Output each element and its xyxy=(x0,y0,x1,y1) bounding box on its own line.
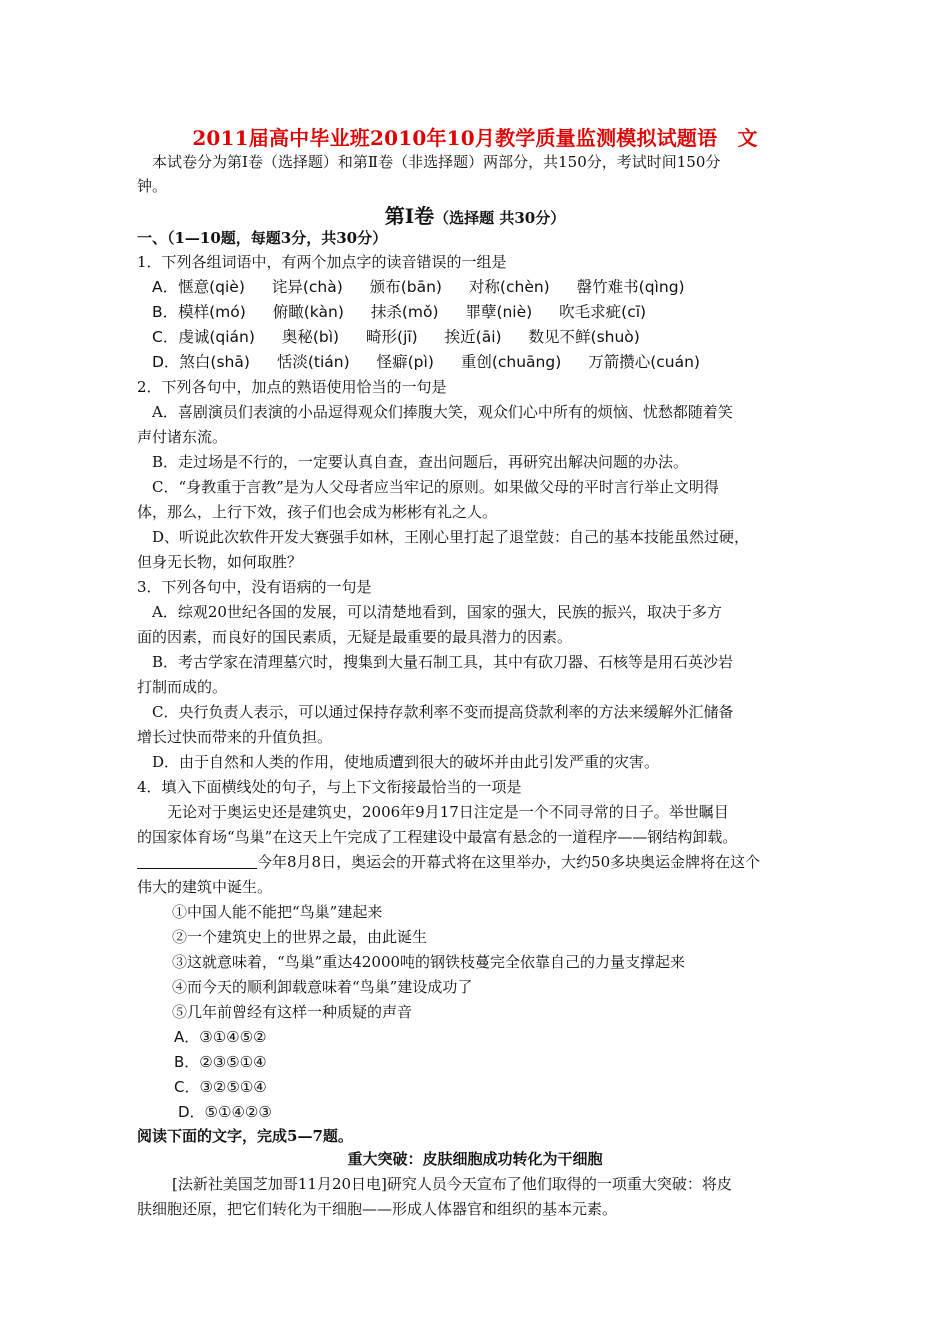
q4-sentence-3: ③这就意味着，“鸟巢”重达42000吨的钢铁枝蔓完全依靠自己的力量支撑起来 xyxy=(172,953,686,971)
intro-line-2: 钟。 xyxy=(137,177,168,195)
article-title: 重大突破：皮肤细胞成功转化为干细胞 xyxy=(347,1150,603,1168)
q3-line-1: A．综观20世纪各国的发展，可以清楚地看到，国家的强大，民族的振兴，取决于多方 xyxy=(137,603,722,621)
q1-option-c[interactable] xyxy=(152,325,662,349)
q4-passage-2: 的国家体育场“鸟巢”在这天上午完成了工程建设中最富有悬念的一道程序——钢结构卸载。 xyxy=(137,828,738,846)
intro-line-1: 本试卷分为第Ⅰ卷（选择题）和第Ⅱ卷（非选择题）两部分，共150分，考试时间150分 xyxy=(137,153,721,171)
q3-stem: 3．下列各句中，没有语病的一句是 xyxy=(137,578,372,596)
q4-sentence-4: ④而今天的顺利卸载意味着“鸟巢”建设成功了 xyxy=(172,978,473,996)
section-title-main: 第Ⅰ卷 xyxy=(384,204,435,228)
q4-passage-4: 伟大的建筑中诞生。 xyxy=(137,878,273,896)
q4-option-d[interactable]: D．⑤①④②③ xyxy=(178,1103,272,1121)
q1-c-3: 畸形(jī) xyxy=(366,328,418,346)
q4-passage-1: 无论对于奥运史还是建筑史，2006年9月17日注定是一个不同寻常的日子。举世瞩目 xyxy=(137,803,729,821)
q1-d-4: 重创(chuāng) xyxy=(460,353,562,371)
section-title xyxy=(0,200,950,229)
q2-line-5: 体，那么，上行下效，孩子们也会成为彬彬有礼之人。 xyxy=(137,503,498,521)
q1-stem: 1．下列各组词语中，有两个加点字的读音错误的一组是 xyxy=(137,253,507,271)
q1-b-1: B．模样(mó) xyxy=(152,303,246,321)
q1-c-1: C．虔诚(qián) xyxy=(152,328,255,346)
q1-d-5: 万箭攒心(cuán) xyxy=(588,353,700,371)
q1-d-3: 怪癖(pì) xyxy=(376,353,434,371)
q1-a-4: 对称(chèn) xyxy=(468,278,550,296)
q1-option-b[interactable] xyxy=(152,300,668,324)
q4-sentence-5: ⑤几年前曾经有这样一种质疑的声音 xyxy=(172,1003,413,1021)
q1-b-2: 俯瞰(kàn) xyxy=(272,303,344,321)
q3-line-3: B．考古学家在清理墓穴时，搜集到大量石制工具，其中有砍刀器、石核等是用石英沙岩 xyxy=(137,653,734,671)
q4-option-a[interactable]: A．③①④⑤② xyxy=(174,1028,267,1046)
q1-b-3: 抹杀(mǒ) xyxy=(370,303,439,321)
q3-line-4: 打制而成的。 xyxy=(137,678,228,696)
q4-passage-3-text: 今年8月8日，奥运会的开幕式将在这里举办，大约50多块奥运金牌将在这个 xyxy=(257,853,761,871)
q1-a-2: 诧异(chà) xyxy=(271,278,343,296)
q4-stem: 4．填入下面横线处的句子，与上下文衔接最恰当的一项是 xyxy=(137,778,522,796)
q3-line-5: C．央行负责人表示，可以通过保持存款利率不变而提高贷款利率的方法来缓解外汇储备 xyxy=(137,703,734,721)
q4-passage-3 xyxy=(137,850,837,874)
q2-line-1: A．喜剧演员们表演的小品逗得观众们捧腹大笑，观众们心中所有的烦恼、忧愁都随着笑 xyxy=(137,403,733,421)
fill-in-blank[interactable] xyxy=(137,852,257,869)
q4-option-c[interactable]: C．③②⑤①④ xyxy=(174,1078,267,1096)
q3-line-2: 面的因素，而良好的国民素质，无疑是最重要的最具潜力的因素。 xyxy=(137,628,573,646)
q1-option-d[interactable] xyxy=(152,350,700,374)
reading-instruction: 阅读下面的文字，完成5—7题。 xyxy=(137,1127,353,1145)
article-line-1: [法新社美国芝加哥11月20日电]研究人员今天宣布了他们取得的一项重大突破：将皮 xyxy=(172,1175,732,1193)
q2-line-4: C．“身教重于言教”是为人父母者应当牢记的原则。如果做父母的平时言行举止文明得 xyxy=(137,478,719,496)
q1-a-1: A．惬意(qiè) xyxy=(152,278,245,296)
q1-c-5: 数见不鲜(shuò) xyxy=(528,328,640,346)
q4-sentence-2: ②一个建筑史上的世界之最，由此诞生 xyxy=(172,928,428,946)
q1-b-4: 罪孽(niè) xyxy=(465,303,533,321)
q2-line-3: B．走过场是不行的，一定要认真自查，查出问题后，再研究出解决问题的办法。 xyxy=(137,453,689,471)
q2-line-6: D、听说此次软件开发大赛强手如林，王刚心里打起了退堂鼓：自己的基本技能虽然过硬， xyxy=(137,528,750,546)
q1-c-4: 挨近(āi) xyxy=(444,328,502,346)
q4-option-b[interactable]: B．②③⑤①④ xyxy=(174,1053,267,1071)
q1-d-2: 恬淡(tián) xyxy=(276,353,350,371)
exam-title: 2011届高中毕业班2010年10月教学质量监测模拟试题语 文 xyxy=(192,126,758,150)
article-line-2: 肤细胞还原，把它们转化为干细胞——形成人体器官和组织的基本元素。 xyxy=(137,1200,618,1218)
q2-stem: 2．下列各句中，加点的熟语使用恰当的一句是 xyxy=(137,378,447,396)
q4-sentence-1: ①中国人能不能把“鸟巢”建起来 xyxy=(172,903,383,921)
section-title-sub: （选择题 共30分） xyxy=(434,209,566,227)
q2-line-7: 但身无长物，如何取胜？ xyxy=(137,553,303,571)
q1-a-5: 罄竹难书(qìng) xyxy=(576,278,685,296)
part-one-heading: 一、（1—10题，每题3分，共30分） xyxy=(137,229,388,247)
q1-d-1: D．煞白(shā) xyxy=(152,353,250,371)
q1-c-2: 奥秘(bì) xyxy=(281,328,340,346)
q2-line-2: 声付诸东流。 xyxy=(137,428,228,446)
q1-b-5: 吹毛求疵(cī) xyxy=(559,303,647,321)
q1-option-a[interactable] xyxy=(152,275,707,299)
q1-a-3: 颁布(bān) xyxy=(369,278,442,296)
q3-line-7: D．由于自然和人类的作用，使地质遭到很大的破坏并由此引发严重的灾害。 xyxy=(137,753,660,771)
q3-line-6: 增长过快而带来的升值负担。 xyxy=(137,728,333,746)
